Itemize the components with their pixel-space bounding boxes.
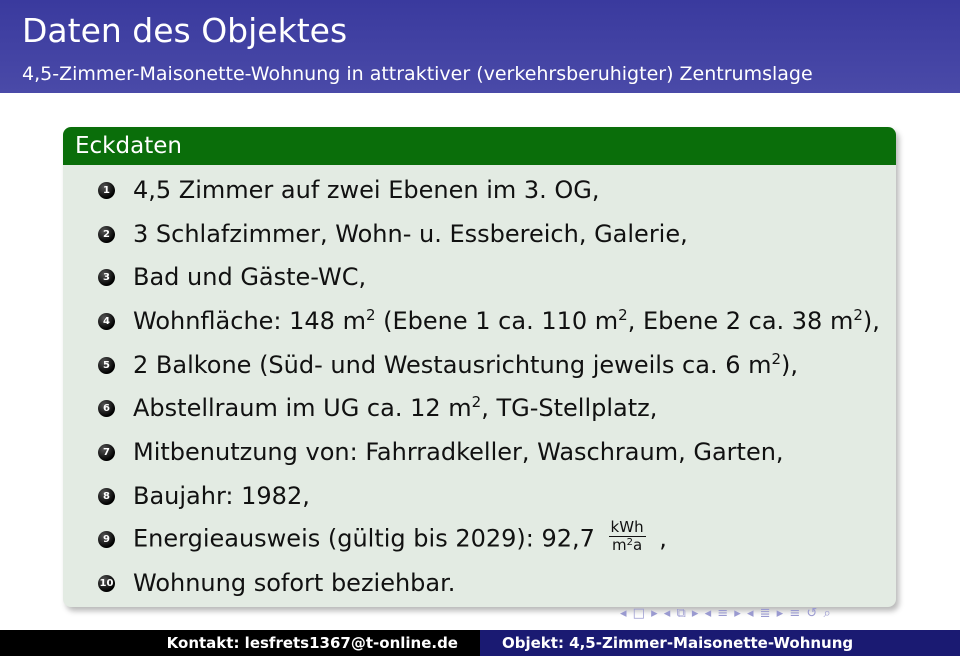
item-text: 4,5 Zimmer auf zwei Ebenen im 3. OG, bbox=[133, 176, 600, 204]
list-item bbox=[63, 430, 896, 474]
nav-frame-right-icon[interactable]: ▸ bbox=[651, 606, 659, 621]
footer-object: Objekt: 4,5-Zimmer-Maisonette-Wohnung bbox=[480, 630, 960, 656]
item-number-badge: 9 bbox=[98, 531, 115, 548]
item-text: Wohnfläche: 148 $m^2$ (Ebene 1 ca. 110 $m^2$, Ebene 2 ca. 38 $m^2$), bbox=[133, 306, 880, 335]
list-item bbox=[63, 474, 896, 518]
item-text: Bad und Gäste-WC, bbox=[133, 263, 367, 291]
subsection-icon: ⧉ bbox=[676, 606, 687, 621]
list-item bbox=[63, 386, 896, 430]
list-item bbox=[63, 168, 896, 212]
list-item bbox=[63, 561, 896, 605]
item-number-badge: 7 bbox=[98, 444, 115, 461]
item-number-badge: 8 bbox=[98, 488, 115, 505]
footer-contact: Kontakt: lesfrets1367@t-online.de bbox=[166, 634, 458, 652]
list-item bbox=[63, 517, 896, 561]
section-icon: ≡ bbox=[717, 606, 730, 621]
list-item bbox=[63, 343, 896, 387]
nav-subsection-right-icon[interactable]: ▸ bbox=[691, 606, 700, 621]
slide-header bbox=[0, 0, 960, 93]
eckdaten-block bbox=[63, 127, 896, 607]
nav-document-right-icon[interactable]: ▸ bbox=[776, 606, 785, 621]
nav-document-left-icon[interactable]: ◂ bbox=[746, 606, 755, 621]
item-number-badge: 10 bbox=[98, 575, 115, 592]
nav-back-icon[interactable]: ↺ bbox=[806, 606, 819, 621]
nav-section-right-icon[interactable]: ▸ bbox=[734, 606, 742, 621]
item-number-badge: 2 bbox=[98, 226, 115, 243]
item-number-badge: 4 bbox=[98, 313, 115, 330]
nav-search-icon[interactable]: ⌕ bbox=[823, 606, 832, 621]
frame-icon: □ bbox=[632, 606, 646, 621]
page-title: Daten des Objektes bbox=[22, 11, 348, 50]
block-title: Eckdaten bbox=[63, 127, 896, 165]
page-subtitle: 4,5-Zimmer-Maisonette-Wohnung in attraktiver (verkehrsberuhigter) Zentrumslage bbox=[22, 63, 813, 85]
nav-section-left-icon[interactable]: ◂ bbox=[704, 606, 713, 621]
document-icon: ≣ bbox=[759, 606, 772, 621]
list-item bbox=[63, 255, 896, 299]
nav-frame-left-icon[interactable]: ◂ bbox=[620, 606, 628, 621]
item-text: Abstellraum im UG ca. 12 $m^2$, TG-Stellplatz, bbox=[133, 393, 658, 422]
item-text: 3 Schlafzimmer, Wohn- u. Essbereich, Galerie, bbox=[133, 220, 688, 248]
item-number-badge: 1 bbox=[98, 182, 115, 199]
item-number-badge: 6 bbox=[98, 400, 115, 417]
item-text: 2 Balkone (Süd- und Westausrichtung jeweils ca. 6 $m^2$), bbox=[133, 350, 799, 379]
list-item bbox=[63, 212, 896, 256]
list-item bbox=[63, 299, 896, 343]
nav-align-icon[interactable]: ≡ bbox=[789, 606, 802, 621]
item-text: Energieausweis (gültig bis 2029): 92,7 $\frac{\text{kWh}}{m^2a}$ , bbox=[133, 517, 667, 554]
item-text: Baujahr: 1982, bbox=[133, 482, 310, 510]
item-number-badge: 5 bbox=[98, 357, 115, 374]
slide-footer bbox=[0, 630, 960, 656]
beamer-navigation-bar bbox=[620, 606, 832, 624]
nav-subsection-left-icon[interactable]: ◂ bbox=[663, 606, 672, 621]
item-text: Wohnung sofort beziehbar. bbox=[133, 569, 456, 597]
item-text: Mitbenutzung von: Fahrradkeller, Waschraum, Garten, bbox=[133, 438, 784, 466]
item-number-badge: 3 bbox=[98, 269, 115, 286]
